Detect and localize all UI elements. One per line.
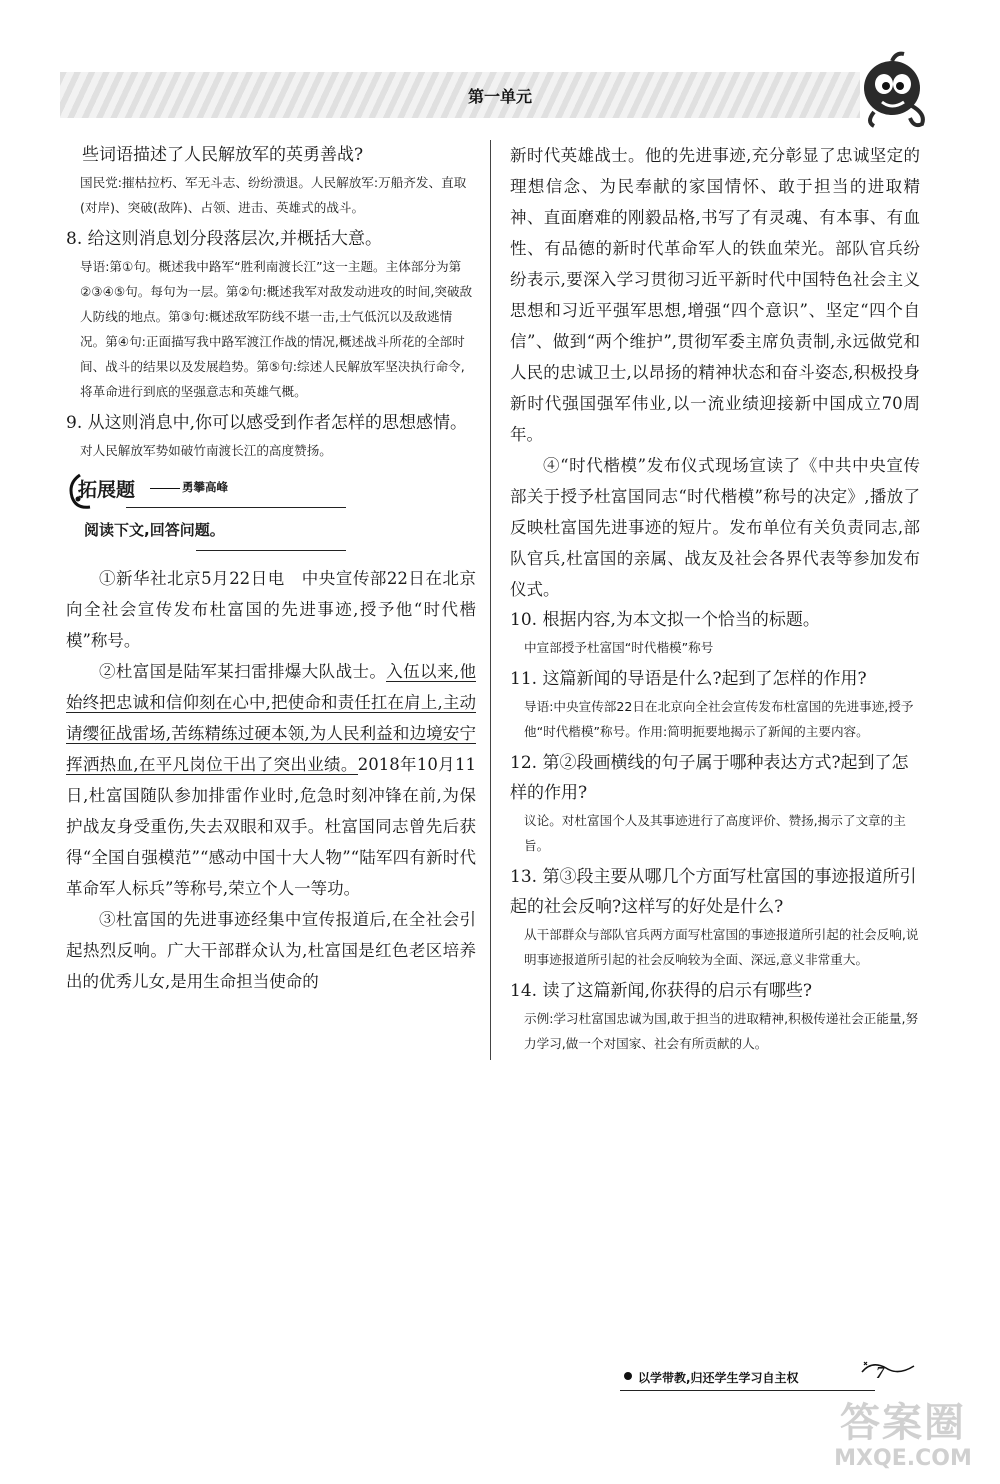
paragraph-3: ③杜富国的先进事迹经集中宣传报道后,在全社会引起热烈反响。广大干部群众认为,杜富国是红色老区培养出的优秀儿女,是用生命担当使命的 — [66, 910, 476, 991]
question-7-continued: 些词语描述了人民解放军的英勇善战? — [82, 145, 364, 165]
mascot-icon — [852, 48, 942, 130]
unit-title: 第一单元 — [467, 87, 532, 106]
left-column — [66, 140, 476, 997]
footer-slogan: 以学带教,归还学生学习自主权 — [638, 1371, 799, 1385]
page-number: 7 — [876, 1363, 885, 1382]
answer-9: 对人民解放军势如破竹南渡长江的高度赞扬。 — [80, 438, 476, 463]
answer-8: 导语:第①句。概述我中路军“胜利南渡长江”这一主题。主体部分为第②③④⑤句。每句为一层。第②句:概述我军对敌发动进攻的时间,突破敌人防线的地点。第③句:概述敌军防线不堪一击,士气低沉以及敌逃情况。第④句:正面描写我中路军渡江作战的情况,概述战斗所花的全部时间、战斗的结果以及发展趋势。第⑤句:综述人民解放军坚决执行命令,将革命进行到底的坚强意志和英雄气概。 — [80, 254, 476, 404]
right-column — [510, 140, 920, 1060]
footer-line — [620, 1390, 875, 1391]
watermark-en: MXQE.COM — [834, 1446, 972, 1471]
column-divider — [490, 140, 491, 1060]
title-blank-line — [196, 550, 346, 551]
question-11: 11. 这篇新闻的导语是什么?起到了怎样的作用? — [510, 669, 867, 689]
watermark-logo — [818, 1400, 988, 1478]
question-14: 14. 读了这篇新闻,你获得的启示有哪些? — [510, 981, 812, 1001]
answer-11: 导语:中央宣传部22日在北京向全社会宣传发布杜富国的先进事迹,授予他“时代楷模”称号。作用:简明扼要地揭示了新闻的主要内容。 — [524, 694, 920, 744]
watermark-cn: 答案圈 — [840, 1400, 966, 1446]
answer-10: 中宣部授予杜富国“时代楷模”称号 — [524, 635, 920, 660]
answer-7: 国民党:摧枯拉朽、军无斗志、纷纷溃退。人民解放军:万船齐发、直取(对岸)、突破(敌阵)、占领、进击、英雄式的战斗。 — [80, 170, 476, 220]
answer-14: 示例:学习杜富国忠诚为国,敢于担当的进取精神,积极传递社会正能量,努力学习,做一个对国家、社会有所贡献的人。 — [524, 1006, 920, 1056]
page-swirl-icon — [858, 1358, 918, 1386]
paragraph-2 — [66, 656, 476, 904]
paragraph-3-continued: 新时代英雄战士。他的先进事迹,充分彰显了忠诚坚定的理想信念、为民奉献的家国情怀、敢于担当的进取精神、直面磨难的刚毅品格,书写了有灵魂、有本事、有血性、有品德的新时代革命军人的铁血荣光。部队官兵纷纷表示,要深入学习贯彻习近平新时代中国特色社会主义思想和习近平强军思想,增强“四个意识”、坚定“四个自信”、做到“两个维护”,贯彻军委主席负责制,永远做党和人民的忠诚卫士,以昂扬的精神状态和奋斗姿态,积极投身新时代强国强军伟业,以一流业绩迎接新中国成立70周年。 — [510, 146, 920, 444]
question-8: 8. 给这则消息划分段落层次,并概括大意。 — [66, 229, 383, 249]
extension-underline — [126, 507, 346, 508]
question-13: 13. 第③段主要从哪几个方面写杜富国的事迹报道所引起的社会反响?这样写的好处是什么? — [510, 867, 917, 917]
question-12: 12. 第②段画横线的句子属于哪种表达方式?起到了怎样的作用? — [510, 753, 909, 803]
paragraph-4: ④“时代楷模”发布仪式现场宣读了《中共中央宣传部关于授予杜富国同志“时代楷模”称号的决定》,播放了反映杜富国先进事迹的短片。发布单位有关负责同志,部队官兵,杜富国的亲属、战友及社会各界代表等参加发布仪式。 — [510, 456, 920, 599]
question-10: 10. 根据内容,为本文拟一个恰当的标题。 — [510, 610, 820, 630]
footer-bullet-icon — [624, 1372, 632, 1380]
answer-12: 议论。对杜富国个人及其事迹进行了高度评价、赞扬,揭示了文章的主旨。 — [524, 808, 920, 858]
extension-title: 拓展题 — [78, 479, 136, 501]
extension-dash — [150, 488, 180, 489]
paragraph-2-intro: ②杜富国是陆军某扫雷排爆大队战士。 — [99, 662, 387, 681]
answer-13: 从干部群众与部队官兵两方面写杜富国的事迹报道所引起的社会反响,说明事迹报道所引起的社会反响较为全面、深远,意义非常重大。 — [524, 922, 920, 972]
extension-subtitle: 勇攀高峰 — [182, 480, 228, 494]
question-9: 9. 从这则消息中,你可以感受到作者怎样的思想感情。 — [66, 413, 468, 433]
instruction: 阅读下文,回答问题。 — [84, 521, 225, 539]
paragraph-2-rest: 2018年10月11日,杜富国随队参加排雷作业时,危急时刻冲锋在前,为保护战友身受重伤,失去双眼和双手。杜富国同志曾先后获得“全国自强模范”“感动中国十大人物”“陆军四有新时代革命军人标兵”等称号,荣立个人一等功。 — [66, 755, 477, 898]
paragraph-2-underlined: 入伍以来,他始终把忠诚和信仰刻在心中,把使命和责任扛在肩上,主动请缨征战雷场,苦练精练过硬本领,为人民利益和边境安宁挥洒热血,在平凡岗位干出了突出业绩。 — [66, 662, 476, 774]
paragraph-1: ①新华社北京5月22日电 中央宣传部22日在北京向全社会宣传发布杜富国的先进事迹,授予他“时代楷模”称号。 — [66, 569, 476, 650]
extension-header — [66, 469, 476, 513]
